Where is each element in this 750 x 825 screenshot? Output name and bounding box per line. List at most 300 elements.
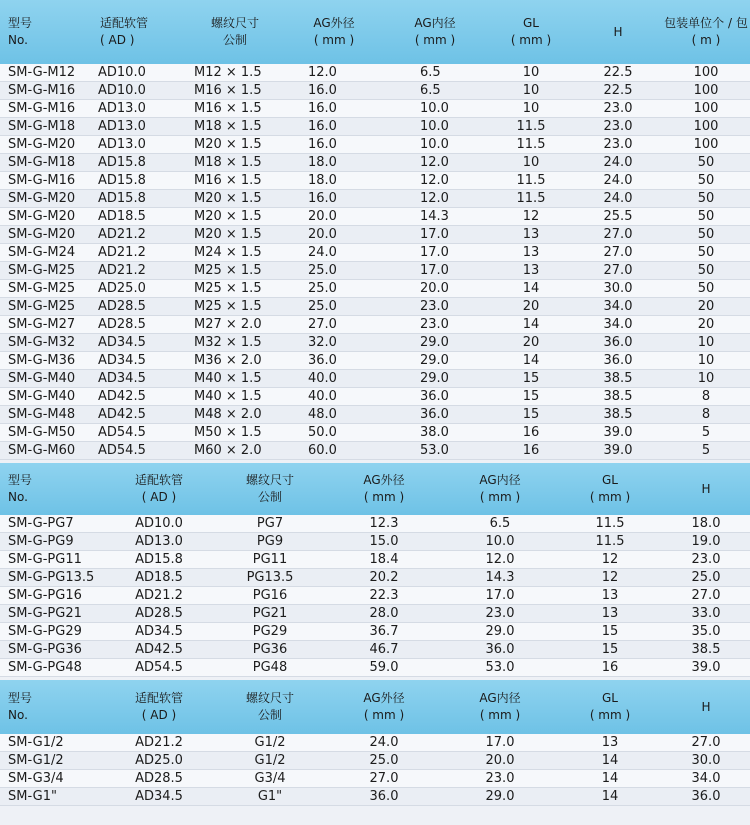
column-header — [92, 0, 184, 64]
table-row — [0, 82, 750, 100]
table-cell: 15 — [558, 623, 662, 641]
column-header — [326, 463, 442, 515]
column-header — [0, 680, 104, 734]
table-cell: 34.0 — [574, 298, 662, 316]
table-cell: 12.0 — [286, 64, 382, 82]
table-cell: SM-G1/2 — [0, 734, 104, 752]
table-cell: 22.3 — [326, 587, 442, 605]
table-cell: 50 — [662, 244, 750, 262]
column-header-unit: No. — [8, 490, 28, 504]
table-cell: 12.0 — [382, 172, 488, 190]
table-cell: 29.0 — [382, 370, 488, 388]
table-cell: 12.0 — [442, 551, 558, 569]
table-cell: M16 × 1.5 — [184, 100, 286, 118]
table-cell: 36.7 — [326, 623, 442, 641]
table-cell: AD13.0 — [92, 136, 184, 154]
table-cell: 16 — [488, 424, 574, 442]
column-header-unit: ( mm ) — [414, 33, 456, 47]
table-cell: SM-G-PG11 — [0, 551, 104, 569]
table-row — [0, 533, 750, 551]
table-cell: M20 × 1.5 — [184, 190, 286, 208]
table-cell: M40 × 1.5 — [184, 388, 286, 406]
table-cell: 29.0 — [442, 788, 558, 806]
table-cell: 8 — [662, 388, 750, 406]
table-cell: 24.0 — [574, 190, 662, 208]
table-cell: 36.0 — [326, 788, 442, 806]
column-header-unit: No. — [8, 708, 28, 722]
table-row — [0, 752, 750, 770]
table-cell: AD28.5 — [104, 770, 214, 788]
column-header-title: AG内径 — [479, 691, 521, 705]
table-cell: 10 — [662, 352, 750, 370]
table-cell: SM-G-M20 — [0, 226, 92, 244]
table-row — [0, 190, 750, 208]
column-header-unit: ( mm ) — [479, 708, 521, 722]
table-cell: 20 — [488, 334, 574, 352]
table-cell: 36.0 — [442, 641, 558, 659]
table-row — [0, 388, 750, 406]
table-cell: 29.0 — [382, 334, 488, 352]
table-cell: 20 — [488, 298, 574, 316]
column-header-title: GL — [602, 473, 618, 487]
table-cell: 36.0 — [662, 788, 750, 806]
table-cell: 24.0 — [574, 154, 662, 172]
column-header-unit: No. — [8, 33, 28, 47]
table-cell: 100 — [662, 136, 750, 154]
g-thread-table — [0, 680, 750, 806]
column-header — [662, 463, 750, 515]
table-cell: 38.5 — [574, 370, 662, 388]
table-cell: SM-G-PG21 — [0, 605, 104, 623]
column-header-unit: 公制 — [222, 33, 247, 47]
table-cell: AD10.0 — [92, 82, 184, 100]
table-cell: 19.0 — [662, 533, 750, 551]
table-cell: 14 — [558, 770, 662, 788]
table-cell: AD42.5 — [92, 388, 184, 406]
table-cell: 10.0 — [382, 136, 488, 154]
table-cell: 25.0 — [326, 752, 442, 770]
table-cell: 50 — [662, 280, 750, 298]
table-cell: 20.0 — [382, 280, 488, 298]
table-cell: 6.5 — [382, 64, 488, 82]
table-cell: M25 × 1.5 — [184, 298, 286, 316]
table-cell: 36.0 — [574, 334, 662, 352]
table-cell: 16.0 — [286, 100, 382, 118]
table-cell: AD28.5 — [92, 298, 184, 316]
column-header-title: 适配软管 — [100, 16, 149, 30]
table-cell: AD54.5 — [92, 424, 184, 442]
table-cell: 50 — [662, 172, 750, 190]
table-cell: 14 — [558, 788, 662, 806]
table-cell: 10 — [488, 82, 574, 100]
table-cell: 10 — [662, 334, 750, 352]
table-cell: 34.0 — [574, 316, 662, 334]
column-header-unit: 公制 — [257, 490, 282, 504]
table-cell: AD10.0 — [104, 515, 214, 533]
table-cell: 10 — [488, 154, 574, 172]
column-header-title: 型号 — [8, 473, 33, 487]
column-header — [0, 463, 104, 515]
table-cell: 36.0 — [382, 388, 488, 406]
table-cell: 5 — [662, 442, 750, 460]
column-header — [442, 463, 558, 515]
table-row — [0, 605, 750, 623]
table-row — [0, 734, 750, 752]
table-row — [0, 770, 750, 788]
table-cell: 14 — [488, 280, 574, 298]
table-cell: M32 × 1.5 — [184, 334, 286, 352]
table-cell: M12 × 1.5 — [184, 64, 286, 82]
table-cell: M50 × 1.5 — [184, 424, 286, 442]
table-cell: SM-G-M25 — [0, 262, 92, 280]
table-cell: SM-G-M48 — [0, 406, 92, 424]
table-cell: 12.0 — [382, 154, 488, 172]
table-cell: AD54.5 — [92, 442, 184, 460]
table-cell: 27.0 — [574, 244, 662, 262]
column-header-title: 螺纹尺寸 — [210, 16, 259, 30]
table-cell: 11.5 — [558, 515, 662, 533]
table-cell: 13 — [488, 244, 574, 262]
table-cell: 15 — [488, 370, 574, 388]
table-cell: 23.0 — [574, 118, 662, 136]
table-row — [0, 172, 750, 190]
table-cell: 27.0 — [286, 316, 382, 334]
table-row — [0, 587, 750, 605]
table-cell: 17.0 — [382, 226, 488, 244]
column-header-unit: ( AD ) — [141, 490, 177, 504]
column-header — [574, 0, 662, 64]
table-cell: 18.0 — [286, 154, 382, 172]
table-cell: M16 × 1.5 — [184, 172, 286, 190]
table-cell: SM-G3/4 — [0, 770, 104, 788]
table-row — [0, 226, 750, 244]
table-cell: 40.0 — [286, 388, 382, 406]
table-cell: 40.0 — [286, 370, 382, 388]
table-cell: 34.0 — [662, 770, 750, 788]
table-cell: 14.3 — [442, 569, 558, 587]
table-cell: 20 — [662, 316, 750, 334]
table-cell: SM-G-PG36 — [0, 641, 104, 659]
table-cell: 10.0 — [382, 100, 488, 118]
column-header-title: AG外径 — [363, 691, 405, 705]
table-cell: AD42.5 — [104, 641, 214, 659]
table-cell: 16 — [488, 442, 574, 460]
table-cell: AD18.5 — [92, 208, 184, 226]
table-cell: 48.0 — [286, 406, 382, 424]
table-cell: 17.0 — [442, 587, 558, 605]
table-row — [0, 118, 750, 136]
column-header-unit: ( m ) — [691, 33, 721, 47]
table-cell: SM-G1" — [0, 788, 104, 806]
table-cell: M25 × 1.5 — [184, 280, 286, 298]
table-cell: M27 × 2.0 — [184, 316, 286, 334]
table-cell: 20 — [662, 298, 750, 316]
table-cell: 29.0 — [442, 623, 558, 641]
table-cell: 23.0 — [662, 551, 750, 569]
table-row — [0, 424, 750, 442]
table-cell: 36.0 — [574, 352, 662, 370]
column-header-unit: ( AD ) — [141, 708, 177, 722]
table-row — [0, 334, 750, 352]
table-cell: AD25.0 — [92, 280, 184, 298]
table-cell: 25.0 — [286, 262, 382, 280]
table-cell: PG7 — [214, 515, 326, 533]
column-header-title: AG内径 — [414, 16, 456, 30]
column-header-title: H — [701, 481, 711, 496]
table-cell: 16.0 — [286, 118, 382, 136]
column-header — [214, 680, 326, 734]
table-header — [0, 680, 750, 734]
table-cell: M18 × 1.5 — [184, 154, 286, 172]
table-row — [0, 64, 750, 82]
table-cell: SM-G-M60 — [0, 442, 92, 460]
table-cell: AD15.8 — [104, 551, 214, 569]
table-cell: AD28.5 — [104, 605, 214, 623]
table-cell: M20 × 1.5 — [184, 226, 286, 244]
table-row — [0, 659, 750, 677]
table-cell: 6.5 — [382, 82, 488, 100]
column-header — [662, 680, 750, 734]
table-cell: 23.0 — [382, 298, 488, 316]
column-header-title: 螺纹尺寸 — [245, 473, 294, 487]
table-cell: 14 — [488, 352, 574, 370]
table-cell: 12 — [558, 551, 662, 569]
column-header — [0, 0, 92, 64]
table-cell: AD28.5 — [92, 316, 184, 334]
table-row — [0, 442, 750, 460]
table-cell: 39.0 — [662, 659, 750, 677]
table-cell: AD21.2 — [92, 262, 184, 280]
table-cell: 60.0 — [286, 442, 382, 460]
table-cell: SM-G-M50 — [0, 424, 92, 442]
table-row — [0, 280, 750, 298]
table-row — [0, 208, 750, 226]
table-cell: 24.0 — [286, 244, 382, 262]
table-cell: 22.5 — [574, 82, 662, 100]
table-cell: 10.0 — [442, 533, 558, 551]
table-cell: AD34.5 — [104, 788, 214, 806]
table-cell: 25.0 — [286, 298, 382, 316]
table-cell: SM-G-PG48 — [0, 659, 104, 677]
table-cell: 27.0 — [326, 770, 442, 788]
table-cell: AD25.0 — [104, 752, 214, 770]
column-header-unit: ( mm ) — [313, 33, 355, 47]
column-header-unit: ( mm ) — [589, 708, 631, 722]
table-row — [0, 641, 750, 659]
table-cell: SM-G-M24 — [0, 244, 92, 262]
table-cell: PG29 — [214, 623, 326, 641]
table-cell: G1/2 — [214, 752, 326, 770]
table-cell: M20 × 1.5 — [184, 208, 286, 226]
column-header — [488, 0, 574, 64]
table-body — [0, 734, 750, 806]
column-header-title: AG内径 — [479, 473, 521, 487]
table-cell: 13 — [558, 734, 662, 752]
table-body — [0, 64, 750, 460]
table-row — [0, 100, 750, 118]
table-cell: M48 × 2.0 — [184, 406, 286, 424]
table-cell: 16.0 — [286, 82, 382, 100]
table-cell: SM-G-PG16 — [0, 587, 104, 605]
table-cell: AD15.8 — [92, 190, 184, 208]
table-cell: SM-G-M25 — [0, 280, 92, 298]
column-header-unit: ( mm ) — [479, 490, 521, 504]
table-cell: 18.4 — [326, 551, 442, 569]
table-cell: AD42.5 — [92, 406, 184, 424]
column-header-title: 包装单位个 / 包 — [664, 16, 748, 30]
table-cell: 12.3 — [326, 515, 442, 533]
table-row — [0, 623, 750, 641]
table-cell: 11.5 — [488, 118, 574, 136]
column-header-title: 适配软管 — [134, 691, 183, 705]
table-cell: 11.5 — [558, 533, 662, 551]
table-cell: 16.0 — [286, 190, 382, 208]
column-header-unit: ( mm ) — [510, 33, 552, 47]
table-cell: 36.0 — [286, 352, 382, 370]
table-header — [0, 463, 750, 515]
table-cell: AD21.2 — [92, 226, 184, 244]
table-cell: 27.0 — [574, 226, 662, 244]
table-cell: AD21.2 — [92, 244, 184, 262]
table-cell: 10.0 — [382, 118, 488, 136]
table-row — [0, 154, 750, 172]
table-cell: 25.0 — [286, 280, 382, 298]
table-cell: 20.0 — [286, 226, 382, 244]
column-header — [558, 680, 662, 734]
table-cell: 53.0 — [442, 659, 558, 677]
table-cell: 6.5 — [442, 515, 558, 533]
table-cell: G1" — [214, 788, 326, 806]
table-cell: M60 × 2.0 — [184, 442, 286, 460]
table-cell: 100 — [662, 82, 750, 100]
table-cell: 8 — [662, 406, 750, 424]
column-header — [558, 463, 662, 515]
column-header-title: AG外径 — [313, 16, 355, 30]
table-cell: AD34.5 — [104, 623, 214, 641]
table-cell: 100 — [662, 64, 750, 82]
column-header — [184, 0, 286, 64]
table-cell: SM-G-M16 — [0, 82, 92, 100]
table-cell: 27.0 — [574, 262, 662, 280]
table-cell: SM-G-M20 — [0, 136, 92, 154]
table-body — [0, 515, 750, 677]
table-cell: 24.0 — [326, 734, 442, 752]
table-cell: SM-G-PG9 — [0, 533, 104, 551]
table-cell: 15 — [558, 641, 662, 659]
table-cell: 5 — [662, 424, 750, 442]
table-cell: 38.5 — [662, 641, 750, 659]
table-cell: PG13.5 — [214, 569, 326, 587]
table-row — [0, 406, 750, 424]
table-cell: 14 — [558, 752, 662, 770]
table-cell: 10 — [488, 100, 574, 118]
column-header-title: 螺纹尺寸 — [245, 691, 294, 705]
table-cell: G1/2 — [214, 734, 326, 752]
table-cell: G3/4 — [214, 770, 326, 788]
table-cell: 18.0 — [662, 515, 750, 533]
table-cell: SM-G-M40 — [0, 370, 92, 388]
table-cell: 50 — [662, 190, 750, 208]
table-cell: 53.0 — [382, 442, 488, 460]
table-cell: 11.5 — [488, 136, 574, 154]
table-cell: 15 — [488, 388, 574, 406]
table-row — [0, 316, 750, 334]
table-cell: 59.0 — [326, 659, 442, 677]
table-cell: PG11 — [214, 551, 326, 569]
table-cell: 23.0 — [442, 605, 558, 623]
table-cell: 23.0 — [382, 316, 488, 334]
table-cell: PG16 — [214, 587, 326, 605]
pg-thread-table — [0, 463, 750, 677]
table-cell: 33.0 — [662, 605, 750, 623]
table-cell: 20.0 — [286, 208, 382, 226]
table-cell: AD13.0 — [92, 100, 184, 118]
table-cell: 14 — [488, 316, 574, 334]
table-cell: 100 — [662, 118, 750, 136]
column-header-unit: ( mm ) — [589, 490, 631, 504]
table-cell: 23.0 — [574, 136, 662, 154]
column-header-title: GL — [523, 16, 539, 30]
table-cell: 12 — [488, 208, 574, 226]
table-cell: 10 — [488, 64, 574, 82]
table-cell: AD21.2 — [104, 734, 214, 752]
table-cell: SM-G-M18 — [0, 118, 92, 136]
table-cell: 18.0 — [286, 172, 382, 190]
column-header-title: GL — [602, 691, 618, 705]
column-header-title: H — [613, 24, 623, 39]
table-cell: SM-G-M18 — [0, 154, 92, 172]
table-cell: 13 — [488, 226, 574, 244]
table-row — [0, 788, 750, 806]
table-cell: AD54.5 — [104, 659, 214, 677]
table-cell: SM-G-M36 — [0, 352, 92, 370]
table-cell: 17.0 — [442, 734, 558, 752]
column-header-title: H — [701, 699, 711, 714]
table-cell: 46.7 — [326, 641, 442, 659]
table-cell: 36.0 — [382, 406, 488, 424]
table-cell: 35.0 — [662, 623, 750, 641]
table-row — [0, 515, 750, 533]
column-header-unit: ( mm ) — [363, 490, 405, 504]
table-cell: 16.0 — [286, 136, 382, 154]
table-cell: 13 — [558, 605, 662, 623]
table-cell: 15 — [488, 406, 574, 424]
table-cell: 13 — [558, 587, 662, 605]
table-row — [0, 298, 750, 316]
table-cell: 50 — [662, 154, 750, 172]
table-cell: 28.0 — [326, 605, 442, 623]
table-cell: M25 × 1.5 — [184, 262, 286, 280]
table-cell: 39.0 — [574, 424, 662, 442]
table-cell: 17.0 — [382, 262, 488, 280]
column-header — [104, 680, 214, 734]
table-cell: SM-G-M40 — [0, 388, 92, 406]
table-cell: SM-G1/2 — [0, 752, 104, 770]
table-cell: 100 — [662, 100, 750, 118]
column-header-unit: ( mm ) — [363, 708, 405, 722]
table-cell: PG9 — [214, 533, 326, 551]
table-cell: AD15.8 — [92, 172, 184, 190]
table-cell: AD10.0 — [92, 64, 184, 82]
table-cell: SM-G-PG13.5 — [0, 569, 104, 587]
table-cell: 50 — [662, 226, 750, 244]
table-row — [0, 262, 750, 280]
table-cell: 50.0 — [286, 424, 382, 442]
table-cell: 17.0 — [382, 244, 488, 262]
table-cell: 32.0 — [286, 334, 382, 352]
table-cell: 27.0 — [662, 587, 750, 605]
table-cell: AD21.2 — [104, 587, 214, 605]
